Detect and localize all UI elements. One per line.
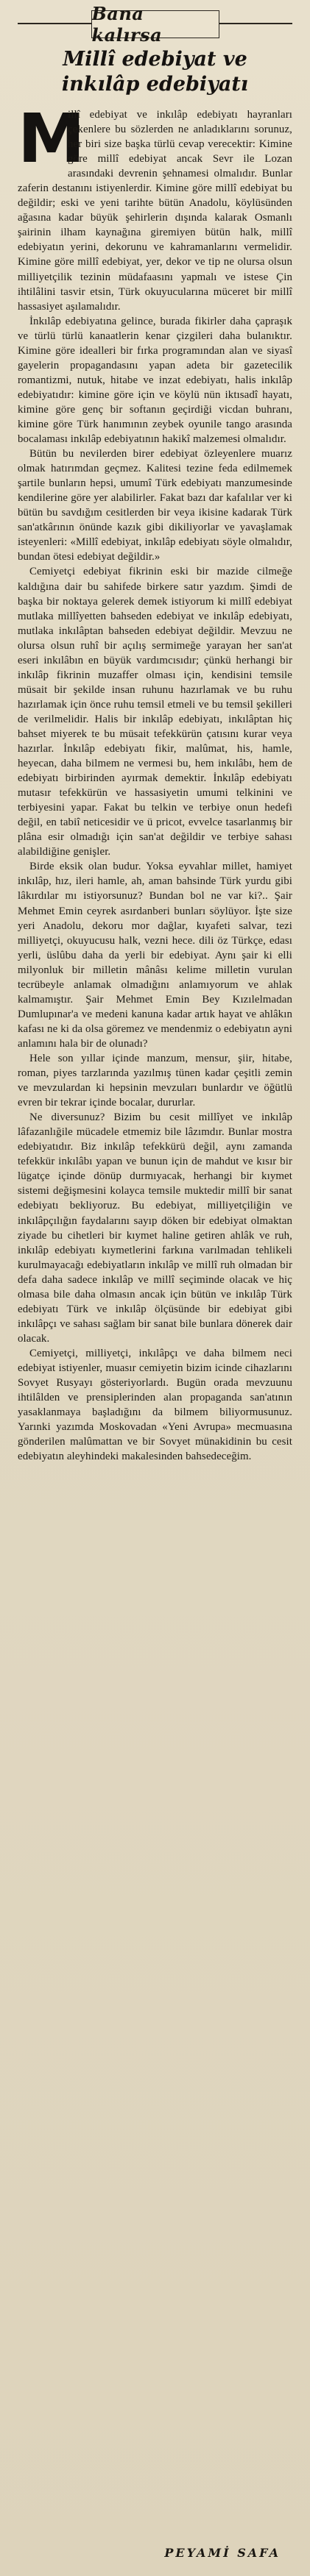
author-signature: PEYAMİ SAFA — [164, 2546, 281, 2560]
rubric-box — [91, 3, 219, 46]
article-headline — [18, 47, 292, 97]
paragraph-4: Cemiyetçi edebiyat fikrinin eski bir mazide cilmeğe kaldığına dair bu sahifede birkere satır yazdım. Şimdi de başka bir noktaya gelerek demek istiyorum ki millî edebiyat mutlaka millîyetten bahseden edebiyat ve inkılâp edebiyatı, mutlaka inkılâptan bahseden edebiyat değildir. Mevzuu ne olursa olsun ruhî bir açılış sermimeğe yarayan her san'at eseri inkılâbın en büyük vardımcısıdır; çünkü herhangi bir inkılâp fikrinin muzaffer olması için, kendisini temsile müsait bir şekilde insan ruhunu hazırlamak ve bu ruhu hazırlamak için önce ruhu temsil etmeli ve bu temsil şekilleri de verilmelidir. Halis bir inkılâp edebiyatı, inkılâptan hiç bahset miyerek te bu müsait tefekkürün çatısını kurar veya hazırlar. İnkılâp edebiyatı fikir, malûmat, his, hamle, heyecan, daha bilmem ne vermesi bu, hem inkılâbı, hem de edebiyatı birbirinden ayırmak demektir. İnkılâp edebiyatı mutasır tefekkürün ve hassasiyetin umumi telkinini ve terbiyesini yapar. Fakat bu telkin ve terbiye onun hedefi değil, en tabiî neticesidir ve ü pricot, evvelce tasarlanmış bir plâna esir olmadığı için san'at değildir ve terbiye sahası alabildiğine genişler. — [18, 566, 292, 858]
rubric-title: Bana kalırsa — [91, 3, 163, 46]
article-body — [18, 99, 292, 1464]
headline-line-1: Millî edebiyat ve — [63, 48, 247, 71]
paragraph-2: İnkılâp edebiyatına gelince, burada fikirler daha çapraşık ve türlü türlü kanaatlerin kenar çizgileri daha bulanıktır. Kimine göre idealleri bir fırka programından alan ve siyasî gayelerin propagandasını yapan adeta bir gazetecilik romantizmi, nutuk, hitabe ve inzat edebiyatı, halis inkılâp edebiyatıdır: kimine göre için ve köylü nün iktısadî hayatı, kimine göre genç bir softanın geçirdiği vicdan buhranı, kimine göre Türk hanımının zeybek oyunile tango arasında bocalaması inkılâp edebiyatının hakikî malzemesi olmalıdır. — [18, 315, 292, 446]
paragraph-5: Birde eksik olan budur. Yoksa eyvahlar millet, hamiyet inkılâp, hız, ileri hamle, ah, aman bahsinde Türk yurdu gibi lâkırdılar mı istiyorsunuz? Bundan bol ne var ki?.. Şair Mehmet Emin ceyrek asırdanberi bunları söylüyor. İşte size yeri Anadolu, dekoru mor dağlar, kıyafeti salvar, tezi milliyetçi, okuyucusu halk, vezni hece. dili öz Türkçe, edası yerli, üslûbu daha da yerli bir edebiyat. Aynı şair ki elli milyonluk bir milletin mânâsı kelime milletin vurulan tecrübeyle anlamak olmadığını anlamıyorum ve ahlak kalmamıştır. Şair Mehmet Emin Bey Kızılelmadan Dumlupınar'a ve medeni kanuna kadar artık hayat ve ahlâkın kafası ne ki da olsa göremez ve mendenmiz o edebiyatın ayni anlamını hala bir de olunadı? — [18, 861, 292, 1050]
paragraph-1 — [18, 99, 292, 314]
paragraph-3: Bütün bu nevilerden birer edebiyat özleyenlere muarız olmak hatırımdan geçmez. Kalitesi tezine feda edilmemek şartile bunların hepsi, umumî Türk edebiyatı manzumesinde kendilerine göre yer alabilirler. Fakat bazı dar kafalılar ver ki bütün bu savdığım cesitlerden bir veya ikisine kadarak Türk san'atkârının önünde kazık gibi dikiliyorlar ve yavaşlamak isteyenleri: «Millî edebiyat, inkılâp edebiyatı söyle olmalıdır, bundan ötesi edebiyat değildir.» — [18, 448, 292, 563]
rubric-rule-right — [219, 23, 292, 24]
paragraph-1-text: illî edebiyat ve inkılâp edebiyatı hayranları çekenlere bu sözlerden ne anladıklarını sorunuz, her biri size başka türlü cevap verecektir: Kimine göre millî edebiyat ancak Sevr ile Lozan arasındaki devrenin şehnamesi olmalıdır. Bunlar zaferin destanını istiyenlerdir. Kimine göre millî edebiyat bu değildir; eski ve yeni tarihte bütün Anadolu, köylüsünden ağasına kadar büyük şehirlerin dışında kalarak Osmanlı şairinin ilham kaynağına giremiyen bütün halk, millî edebiyatın yerini, dekorunu ve kahramanlarını vermelidir. Kimine göre millî edebiyat, yer, dekor ve tip ne olursa olsun milliyetçilik tezinin müdafaasını yapmalı ve istese Çin ihtilâlini tasvir etsin, Türk okuyucularına müceret bir millî hassasiyet aşılamalıdır. — [18, 109, 292, 313]
paragraph-7: Ne diversunuz? Bizim bu cesit millîyet ve inkılâp lâfazanlığile mücadele etmemiz bile lâzımdır. Bunlar mostra edebiyatıdır. Biz inkılâp tefekkürü değil, aynı zamanda tefekkür inkılâbı yapan ve bunun için de mahdut ve kısır bir lügatçe içinde dönüp durmıyacak, herhangi bir kıymet sistemi değişmesini kolayca temsile muktedir millî bir sanat edebiyatı bekliyoruz. Bu edebiyat, milliyetçiliğin ve inkılâpçılığın faydalarını sayıp döken bir edebiyat olmaktan ziyade bu cihetleri bir kıymet haline getiren ahlâk ve ruh, inkılâp edebiyatı kıymetlerini farkına varılmadan tehlikeli kurulmayacağı edebiyatların inkılâp ve millî ruh olmadan bir defa daha sadece inkılâp ve millî seçiminde olacak ve hiç olmasa bile daha olmasın ancak için bütün ve inkılâp Türk edebiyatı Türk ve inkılâp ölçüsünde bir edebiyat gibi inkılâpçı ve sahası sağlam bir sanat bile bunlara dönerek dair olacak. — [18, 1111, 292, 1345]
dropcap-letter: M — [18, 99, 85, 178]
headline-line-2: inkılâp edebiyatı — [61, 73, 249, 96]
paragraph-8: Cemiyetçi, milliyetçi, inkılâpçı ve daha bilmem neci edebiyat istiyenler, muasır cemiyetin bizim icinde cihazlarını Sovyet Rusyayı gösteriyorlardı. Bugün orada mevzuunu ihtilâlden ve prensiplerinden alan propaganda san'atının yasaklanmaya başladığını da bilmem biliyormusunuz. Yarınki yazımda Moskovadan «Yeni Avrupa» mecmuasına gönderilen malûmattan ve bir Sovyet münakidinin bu cesit edebiyatın aleyhindeki makalesinden bahsedeceğim. — [18, 1347, 292, 1463]
paragraph-6: Hele son yıllar içinde manzum, mensur, şiir, hitabe, roman, piyes tarzlarında yazılmış tünen kadar çeşitli zemin ve mevzulardan ki hepsinin mevzuları bunlardır ve öğütlü evren bir tekrar içinde bocalar, dururlar. — [18, 1053, 292, 1109]
rubric-rule-left — [18, 23, 91, 24]
